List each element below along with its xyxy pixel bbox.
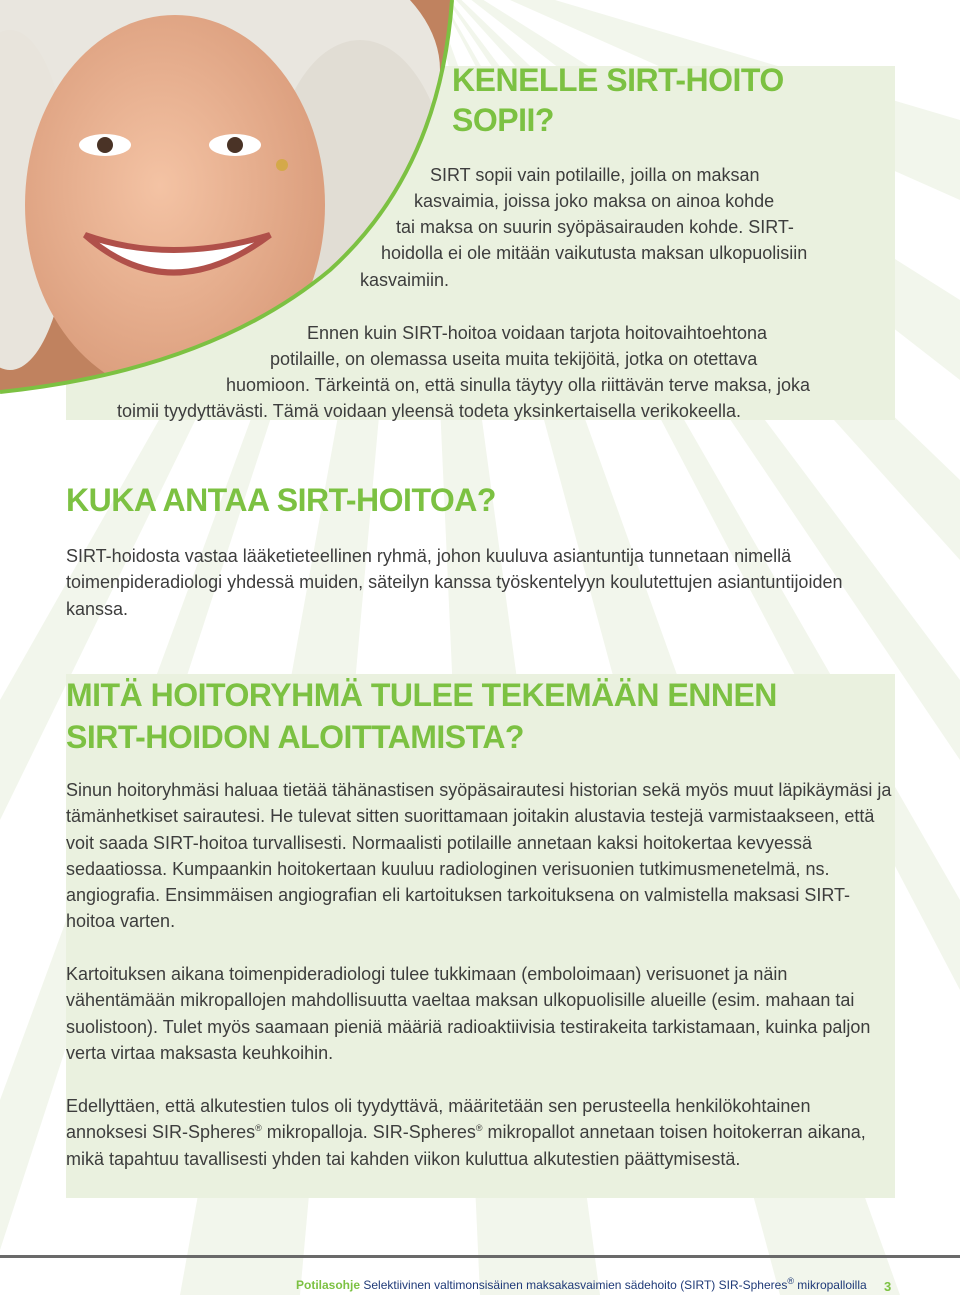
heading-mita-line2: SIRT-HOIDON ALOITTAMISTA?	[66, 719, 524, 755]
kuka-body: SIRT-hoidosta vastaa lääketieteellinen ryhmä, johon kuuluva asiantuntija tunnetaan nimellä toimenpideradiologi yhdessä muiden, säteilyn kanssa työskentelyyn koulutettujen asiantuntijoiden kanssa.	[66, 546, 843, 619]
heading-kenelle-line1: KENELLE SIRT-HOITO	[452, 62, 784, 98]
heading-mita-line1: MITÄ HOITORYHMÄ TULEE TEKEMÄÄN ENNEN	[66, 677, 777, 713]
mita-p3-a: Edellyttäen, että alkutestien tulos oli tyydyttävä, määritetään sen perusteella henkilökohtainen annoksesi SIR-Spheres	[66, 1096, 811, 1143]
kenelle-p2-line: toimii tyydyttävästi. Tämä voidaan yleensä todeta yksinkertaisella verikokeella.	[117, 401, 741, 421]
kenelle-p1-line: kasvaimia, joissa joko maksa on ainoa kohde	[414, 191, 775, 211]
kenelle-p2-line: Ennen kuin SIRT-hoitoa voidaan tarjota hoitovaihtoehtona	[307, 323, 767, 343]
mita-p2: Kartoituksen aikana toimenpideradiologi tulee tukkimaan (emboloimaan) verisuonet ja näin vähentämään mikropallojen mahdollisuutta vaeltaa maksan ulkopuolisille alueille (esim. mahaan tai suolistoon). Tulet myös saamaan pieniä määriä radioaktiivisia testirakeita tarkistamaan, kuinka paljon verta virtaa maksasta keuhkoihin.	[66, 964, 871, 1063]
kenelle-p1-line: hoidolla ei ole mitään vaikutusta maksan ulkopuolisiin	[381, 243, 808, 263]
mita-p3-b: mikropalloja. SIR-Spheres	[261, 1122, 476, 1143]
footer-divider	[0, 1255, 960, 1258]
footer-title-b: mikropalloilla	[793, 1278, 867, 1292]
mita-p3	[66, 1093, 896, 1172]
kenelle-p1-line: kasvaimiin.	[360, 270, 450, 290]
heading-mita	[66, 674, 886, 758]
page-number: 3	[884, 1279, 892, 1294]
kenelle-p2-line: huomioon. Tärkeintä on, että sinulla täytyy olla riittävän terve maksa, joka	[226, 375, 810, 395]
footer-title-a: Selektiivinen valtimonsisäinen maksakasvaimien sädehoito (SIRT) SIR-Spheres	[363, 1278, 788, 1292]
mita-p3-c: mikropallot annetaan toisen hoitokerran aikana, mikä tapahtuu tavallisesti yhden tai kahden viikon kuluttua alkutestien päättymisestä.	[66, 1122, 866, 1169]
registered-mark: ®	[475, 1123, 483, 1134]
kenelle-p1-line: tai maksa on suurin syöpäsairauden kohde. SIRT-	[396, 217, 794, 237]
footer-text	[296, 1278, 867, 1292]
heading-kenelle	[452, 60, 872, 140]
kenelle-p1-line: SIRT sopii vain potilaille, joilla on maksan	[430, 165, 760, 185]
footer-brand: Potilasohje	[296, 1278, 361, 1292]
mita-p1: Sinun hoitoryhmäsi haluaa tietää tähänastisen syöpäsairautesi historian sekä myös muut läpikäymäsi ja tämänhetkiset sairautesi. He tulevat sitten suorittamaan joitakin alustavia testejä varmistaakseen, että voit saada SIRT-hoitoa turvallisesti. Normaalisti potilaille annetaan kaksi hoitokertaa kevyessä sedaatiossa. Kumpaankin hoitokertaan kuuluu radiologinen verisuonien tutkimusmenetelmä, ns. angiografia. Ensimmäisen angiografian eli kartoituksen tarkoituksena on valmistella maksasi SIRT-hoitoa varten.	[66, 780, 892, 932]
kenelle-p2-line: potilaille, on olemassa useita muita tekijöitä, jotka on otettava	[270, 349, 758, 369]
page-footer	[0, 1255, 960, 1295]
heading-kuka: KUKA ANTAA SIRT-HOITOA?	[66, 482, 496, 518]
registered-mark: ®	[787, 1276, 794, 1286]
heading-kenelle-line2: SOPII?	[452, 102, 554, 138]
registered-mark: ®	[255, 1123, 262, 1134]
footer-title	[363, 1278, 866, 1292]
